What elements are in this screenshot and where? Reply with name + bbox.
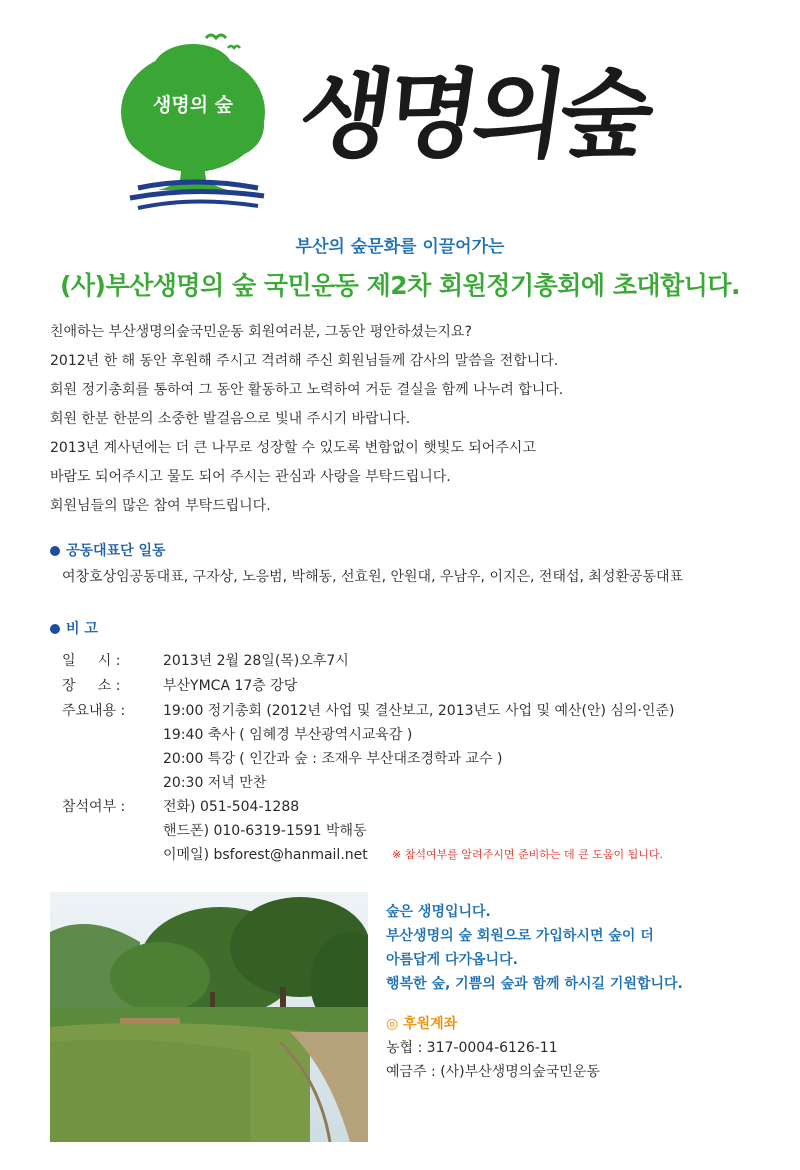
rsvp-email[interactable]: 이메일) bsforest@hanmail.net — [163, 847, 368, 863]
rsvp-note: ※ 참석여부를 알려주시면 준비하는 데 큰 도움이 됩니다. — [392, 848, 663, 861]
greeting-line: 회원 정기총회를 통하여 그 동안 활동하고 노력하여 거둔 결실을 함께 나누려 합니다. — [50, 382, 564, 398]
rsvp-mobile: 핸드폰) 010-6319-1591 박해동 — [163, 823, 367, 839]
logo-wordmark: 생명의숲 — [292, 58, 655, 171]
page-subtitle: 부산의 숲문화를 이끌어가는 — [295, 237, 505, 257]
notes-heading — [50, 618, 98, 638]
representatives-list: 여창호상임공동대표, 구자상, 노응범, 박해동, 선효원, 안원대, 우남우, 이지은, 전태섭, 최성환공동대표 — [62, 569, 684, 585]
logo-badge-text: 생명의 숲 — [152, 94, 234, 116]
date-value: 2013년 2월 28일(목)오후7시 — [163, 653, 349, 669]
greeting-line: 2013년 계사년에는 더 큰 나무로 성장할 수 있도록 변함없이 햇빛도 되어주시고 — [50, 440, 536, 456]
program-item: 19:00 정기총회 (2012년 사업 및 결산보고, 2013년도 사업 및 예산(안) 심의·인준) — [163, 703, 675, 719]
date-label: 일 시 : — [62, 653, 121, 669]
rsvp-phone: 전화) 051-504-1288 — [163, 799, 300, 815]
program-item: 20:30 저녁 만찬 — [163, 775, 267, 791]
program-item: 20:00 특강 ( 인간과 숲 : 조재우 부산대조경학과 교수 ) — [163, 751, 503, 767]
notes-heading-text: 비 고 — [66, 621, 98, 637]
donation-heading: ◎ 후원계좌 — [386, 1016, 458, 1032]
place-value: 부산YMCA 17층 강당 — [163, 678, 298, 694]
place-label: 장 소 : — [62, 678, 121, 694]
organization-logo — [118, 30, 268, 215]
closing-line: 숲은 생명입니다. — [386, 904, 491, 920]
closing-message — [386, 900, 766, 996]
bank-account: 농협 : 317-0004-6126-11 — [386, 1040, 558, 1056]
bullet-icon — [50, 546, 60, 556]
forest-pond-photo — [50, 892, 368, 1142]
greeting-line: 2012년 한 해 동안 후원해 주시고 격려해 주신 회원님들께 감사의 말씀을 전합니다. — [50, 353, 559, 369]
greeting-paragraph — [50, 318, 770, 521]
greeting-line: 친애하는 부산생명의숲국민운동 회원여러분, 그동안 평안하셨는지요? — [50, 324, 472, 340]
rsvp-label: 참석여부 : — [62, 799, 126, 815]
program-label: 주요내용 : — [62, 703, 126, 719]
closing-line: 행복한 숲, 기쁨의 숲과 함께 하시길 기원합니다. — [386, 976, 683, 992]
closing-line: 부산생명의 숲 회원으로 가입하시면 숲이 더 — [386, 928, 654, 944]
account-holder: 예금주 : (사)부산생명의숲국민운동 — [386, 1064, 600, 1080]
greeting-line: 바람도 되어주시고 물도 되어 주시는 관심과 사랑을 부탁드립니다. — [50, 469, 451, 485]
donation-account — [386, 1036, 600, 1084]
closing-line: 아름답게 다가옵니다. — [386, 952, 518, 968]
representatives-heading-text: 공동대표단 일동 — [66, 543, 166, 559]
program-item: 19:40 축사 ( 임혜경 부산광역시교육감 ) — [163, 727, 413, 743]
representatives-heading — [50, 540, 166, 560]
bullet-icon — [50, 624, 60, 634]
page-title: (사)부산생명의 숲 국민운동 제2차 회원정기총회에 초대합니다. — [59, 271, 740, 300]
greeting-line: 회원님들의 많은 참여 부탁드립니다. — [50, 498, 271, 514]
greeting-line: 회원 한분 한분의 소중한 발걸음으로 빛내 주시기 바랍니다. — [50, 411, 411, 427]
